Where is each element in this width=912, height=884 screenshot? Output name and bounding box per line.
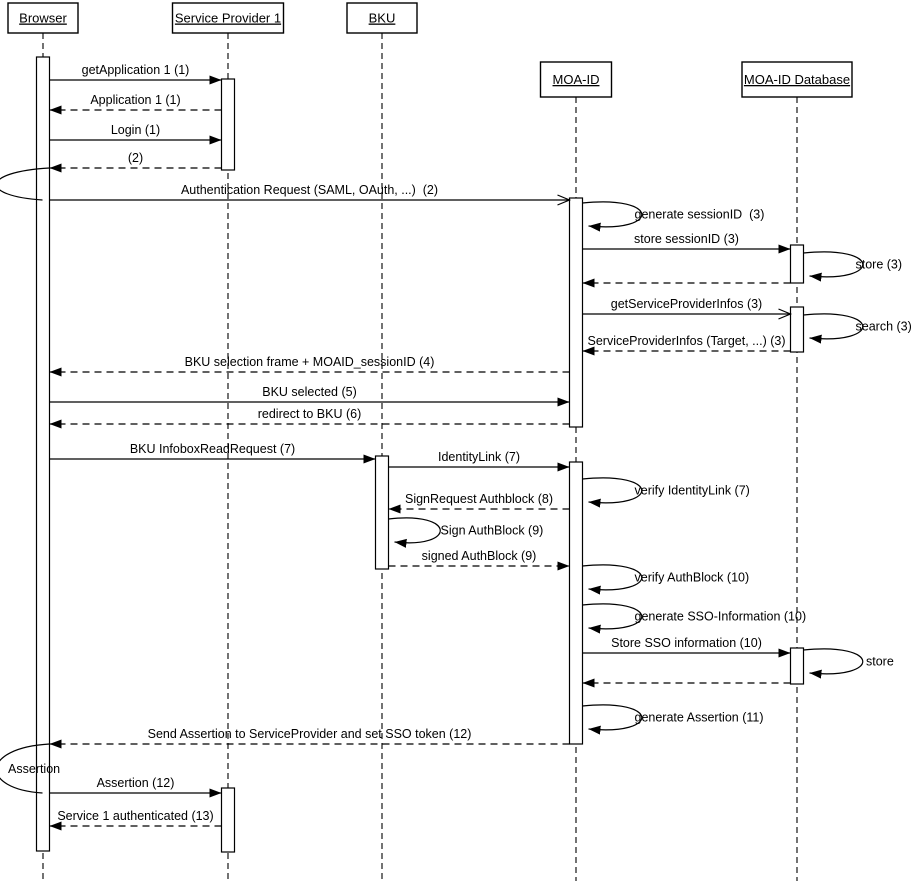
message-label-15: redirect to BKU (6) <box>257 407 362 421</box>
message-label-3: (2) <box>127 151 144 165</box>
message-label-21: signed AuthBlock (9) <box>421 549 537 563</box>
actor-label-moadb: MOA-ID Database <box>743 72 851 87</box>
message-label-0: getApplication 1 (1) <box>81 63 190 77</box>
message-label-13: BKU selection frame + MOAID_sessionID (4) <box>184 355 435 369</box>
self-message-loop-6 <box>583 202 642 227</box>
message-label-7: store sessionID (3) <box>634 232 739 246</box>
message-label-5: Authentication Request (SAML, OAuth, ...) (2) <box>180 183 439 197</box>
actor-label-sp1: Service Provider 1 <box>174 10 282 26</box>
message-label-17: IdentityLink (7) <box>438 450 520 464</box>
self-message-loop-20 <box>389 518 441 543</box>
self-message-loop-25 <box>804 649 863 674</box>
self-message-loop-23 <box>583 604 642 629</box>
message-label-12: ServiceProviderInfos (Target, ...) (3) <box>587 334 786 348</box>
activation-bar-browser <box>37 57 50 851</box>
self-message-loop-8 <box>804 252 863 277</box>
message-label-16: BKU InfoboxReadRequest (7) <box>129 442 296 456</box>
message-label-14: BKU selected (5) <box>262 385 357 399</box>
message-label-11: search (3) <box>855 319 912 334</box>
self-message-loop-22 <box>583 565 642 590</box>
actor-label-moaid: MOA-ID <box>552 72 600 87</box>
activation-bar-moadb <box>791 648 804 684</box>
activation-bar-sp1 <box>222 79 235 170</box>
activation-bar-moaid <box>570 462 583 744</box>
message-label-18: verify IdentityLink (7) <box>634 483 750 498</box>
message-label-20: Sign AuthBlock (9) <box>440 523 544 538</box>
message-label-30: Assertion (12) <box>96 776 175 790</box>
actor-label-browser: Browser <box>19 10 67 26</box>
message-label-6: generate sessionID (3) <box>634 207 765 222</box>
message-label-24: Store SSO information (10) <box>611 636 762 650</box>
activation-bar-bku <box>376 456 389 569</box>
message-label-29: Assertion <box>8 762 61 776</box>
message-label-19: SignRequest Authblock (8) <box>404 492 554 506</box>
message-label-8: store (3) <box>855 257 903 272</box>
activation-bar-moaid <box>570 198 583 427</box>
activation-bar-moadb <box>791 245 804 283</box>
self-message-loop-27 <box>583 705 642 730</box>
self-message-loop-11 <box>804 314 863 339</box>
message-label-10: getServiceProviderInfos (3) <box>610 297 763 311</box>
self-message-loop-18 <box>583 478 642 503</box>
message-label-2: Login (1) <box>110 123 161 137</box>
actor-label-bku: BKU <box>368 10 396 26</box>
activation-bar-sp1 <box>222 788 235 852</box>
message-label-1: Application 1 (1) <box>90 93 181 107</box>
message-label-23: generate SSO-Information (10) <box>634 609 807 624</box>
message-label-25: store <box>866 654 894 669</box>
message-label-27: generate Assertion (11) <box>634 710 764 725</box>
message-label-31: Service 1 authenticated (13) <box>57 809 214 823</box>
message-label-22: verify AuthBlock (10) <box>634 570 750 585</box>
activation-bar-moadb <box>791 307 804 352</box>
message-label-28: Send Assertion to ServiceProvider and set SSO token (12) <box>147 727 472 741</box>
